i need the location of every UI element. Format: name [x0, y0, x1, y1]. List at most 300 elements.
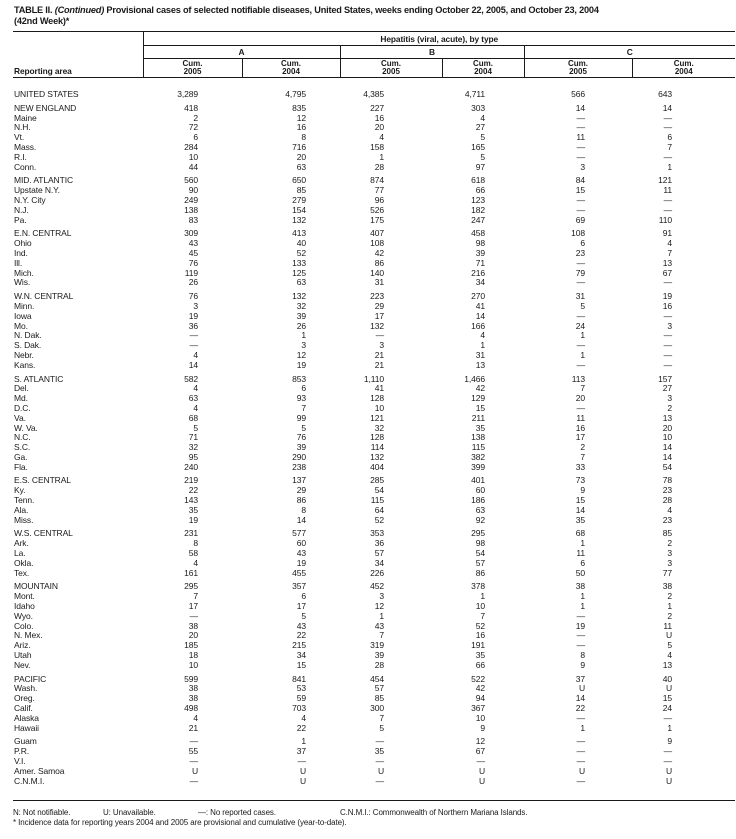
cell-hep-c-cum-2005: —: [576, 640, 585, 651]
cell-hep-a-cum-2004: 853: [292, 373, 306, 384]
cell-hep-c-cum-2004: —: [663, 340, 672, 351]
table-row: [13, 602, 735, 612]
cell-hep-c-cum-2005: 69: [575, 214, 585, 225]
header-row-disease: [13, 32, 735, 46]
table-row: [13, 684, 735, 694]
cell-hep-a-cum-2004: 835: [292, 102, 306, 113]
cell-hep-a-cum-2004: 17: [296, 601, 306, 612]
cell-hep-a-cum-2005: 119: [184, 267, 198, 278]
table-row: [13, 671, 735, 685]
cell-hep-c-cum-2004: 38: [662, 581, 672, 592]
cell-hep-a-cum-2004: 8: [301, 504, 306, 515]
cell-hep-c-cum-2005: —: [524, 777, 632, 801]
cell-hep-a-cum-2004: 63: [296, 277, 306, 288]
header-row-types: [13, 46, 735, 59]
cell-hep-c-cum-2005: 6: [580, 238, 585, 249]
cell-hep-c-cum-2005: 38: [575, 581, 585, 592]
cell-hep-b-cum-2005: 41: [374, 383, 384, 394]
cell-hep-b-cum-2004: 618: [471, 175, 485, 186]
cell-hep-a-cum-2004: 43: [296, 620, 306, 631]
cell-hep-c-cum-2004: 40: [662, 673, 672, 684]
reporting-area-cell: MOUNTAIN: [14, 581, 58, 592]
cell-hep-b-cum-2004: 182: [471, 204, 485, 215]
cell-hep-a-cum-2004: 650: [292, 175, 306, 186]
table-row: [13, 549, 735, 559]
cell-hep-a-cum-2004: 133: [292, 257, 306, 268]
cell-hep-b-cum-2005: 128: [370, 393, 384, 404]
cell-hep-c-cum-2004: 28: [662, 495, 672, 506]
cell-hep-a-cum-2005: 36: [188, 320, 198, 331]
table-row: [13, 414, 735, 424]
table-row: [13, 186, 735, 196]
cell-hep-b-cum-2005: 115: [370, 495, 384, 506]
cell-hep-b-cum-2005: 1,110: [363, 373, 384, 384]
cell-hep-c-cum-2004: 5: [667, 640, 672, 651]
reporting-area-cell: P.R.: [14, 746, 30, 757]
cell-hep-c-cum-2005: 22: [575, 703, 585, 714]
cell-hep-a-cum-2005: 38: [188, 683, 198, 694]
reporting-area-cell: Conn.: [14, 161, 37, 172]
reporting-area-cell: S.C.: [14, 442, 31, 453]
cell-hep-b-cum-2005: 223: [370, 291, 384, 302]
table-row: [13, 747, 735, 757]
cell-hep-a-cum-2005: 6: [193, 132, 198, 143]
cell-hep-b-cum-2004: 31: [475, 349, 485, 360]
reporting-area-cell: Kans.: [14, 359, 36, 370]
reporting-area-cell: Ga.: [14, 451, 28, 462]
cell-hep-b-cum-2005: 43: [374, 620, 384, 631]
cell-hep-c-cum-2004: 13: [662, 659, 672, 670]
cell-hep-b-cum-2005: 121: [370, 412, 384, 423]
cell-hep-c-cum-2004: —: [663, 349, 672, 360]
cell-hep-c-cum-2005: 566: [571, 89, 585, 99]
cell-hep-b-cum-2004: 211: [471, 412, 485, 423]
cell-hep-b-cum-2004: 66: [475, 659, 485, 670]
cell-hep-b-cum-2004: 115: [471, 442, 485, 453]
cell-hep-b-cum-2005: 16: [374, 112, 384, 123]
cell-hep-a-cum-2004: 279: [292, 194, 306, 205]
cell-hep-a-cum-2004: 19: [296, 557, 306, 568]
reporting-area-cell: V.I.: [14, 756, 26, 766]
cell-hep-b-cum-2004: 34: [475, 277, 485, 288]
cell-hep-b-cum-2005: 300: [370, 703, 384, 714]
cell-hep-b-cum-2005: 52: [374, 514, 384, 525]
table-title-rest: Provisional cases of selected notifiable diseases, United States, weeks ending October 22, 2005, and October 23, 2004: [106, 5, 599, 15]
reporting-area-cell: N. Mex.: [14, 630, 43, 641]
table-row: [13, 714, 735, 724]
cell-hep-c-cum-2004: 67: [662, 267, 672, 278]
cell-hep-c-cum-2005: 31: [575, 291, 585, 302]
cell-hep-b-cum-2004: 129: [471, 393, 485, 404]
cell-hep-c-cum-2004: 2: [667, 538, 672, 549]
reporting-area-cell: N.C.: [14, 432, 31, 443]
cell-hep-a-cum-2004: 52: [296, 247, 306, 258]
cell-hep-c-cum-2005: 1: [580, 601, 585, 612]
cell-hep-c-cum-2005: 35: [575, 514, 585, 525]
table-row: [13, 225, 735, 239]
header-corner: [13, 46, 143, 59]
cell-hep-a-cum-2005: —: [189, 736, 198, 747]
cell-hep-b-cum-2004: 13: [475, 359, 485, 370]
cell-hep-c-cum-2005: —: [576, 736, 585, 747]
cell-hep-a-cum-2005: 38: [188, 620, 198, 631]
cell-hep-b-cum-2004: 39: [475, 247, 485, 258]
cell-hep-a-cum-2005: 219: [184, 475, 198, 486]
cell-hep-b-cum-2005: 28: [374, 659, 384, 670]
cell-hep-a-cum-2005: 4: [193, 402, 198, 413]
cell-hep-b-cum-2005: 7: [379, 630, 384, 641]
cell-hep-b-cum-2004: 71: [475, 257, 485, 268]
reporting-area-cell: W. Va.: [14, 422, 38, 433]
footnote-incidence: * Incidence data for reporting years 2004 and 2005 are provisional and cumulative (year-to-date).: [13, 818, 347, 827]
cell-hep-a-cum-2005: 4: [193, 557, 198, 568]
cell-hep-a-cum-2005: —: [189, 330, 198, 341]
reporting-area-cell: Ind.: [14, 247, 28, 258]
cell-hep-b-cum-2005: 226: [370, 567, 384, 578]
table-row: [13, 651, 735, 661]
cell-hep-c-cum-2004: 6: [667, 132, 672, 143]
reporting-area-cell: Ill.: [14, 257, 23, 268]
reporting-area-cell: Utah: [14, 650, 32, 661]
reporting-area-cell: Idaho: [14, 601, 35, 612]
reporting-area-cell: PACIFIC: [14, 673, 47, 684]
cell-hep-a-cum-2004: 63: [296, 161, 306, 172]
reporting-area-cell: E.N. CENTRAL: [14, 228, 72, 239]
cell-hep-c-cum-2004: U: [665, 765, 672, 776]
cell-hep-c-cum-2005: 14: [575, 693, 585, 704]
cell-hep-b-cum-2005: 132: [370, 451, 384, 462]
cell-hep-a-cum-2005: U: [191, 765, 198, 776]
table-row: [13, 269, 735, 279]
cell-hep-a-cum-2005: 76: [188, 257, 198, 268]
cell-hep-b-cum-2005: 353: [370, 528, 384, 539]
cell-hep-c-cum-2004: —: [663, 204, 672, 215]
cell-hep-a-cum-2005: 498: [184, 703, 198, 714]
reporting-area-cell: Miss.: [14, 514, 34, 525]
cell-hep-a-cum-2005: 19: [188, 310, 198, 321]
cell-hep-a-cum-2005: 161: [184, 567, 198, 578]
reporting-area-cell: Wyo.: [14, 610, 33, 621]
cell-hep-c-cum-2005: 9: [580, 659, 585, 670]
cell-hep-a-cum-2005: 68: [188, 412, 198, 423]
disease-group-header: Hepatitis (viral, acute), by type: [143, 32, 735, 46]
cell-hep-a-cum-2005: 26: [188, 277, 198, 288]
cell-hep-c-cum-2005: 3: [580, 161, 585, 172]
cell-hep-a-cum-2004: 43: [296, 548, 306, 559]
table-row: [13, 496, 735, 506]
cell-hep-c-cum-2004: 157: [658, 373, 672, 384]
cell-hep-a-cum-2005: 2: [193, 112, 198, 123]
col-header-a-2005: Cum. 2005: [143, 59, 242, 78]
cell-hep-a-cum-2004: 238: [292, 461, 306, 472]
cell-hep-b-cum-2004: 216: [471, 267, 485, 278]
cell-hep-c-cum-2005: —: [576, 310, 585, 321]
cell-hep-a-cum-2005: 7: [193, 591, 198, 602]
cell-hep-b-cum-2004: 5: [480, 151, 485, 162]
notifiable-diseases-table: [13, 31, 735, 801]
cell-hep-a-cum-2005: 18: [188, 650, 198, 661]
cell-hep-a-cum-2004: 6: [301, 591, 306, 602]
reporting-area-cell: Ky.: [14, 485, 26, 496]
table-row: [13, 163, 735, 173]
cell-hep-c-cum-2004: 13: [662, 257, 672, 268]
cell-hep-b-cum-2005: 77: [374, 185, 384, 196]
cell-hep-a-cum-2004: 577: [292, 528, 306, 539]
reporting-area-cell: C.N.M.I.: [13, 777, 143, 801]
cell-hep-b-cum-2004: 66: [475, 185, 485, 196]
cell-hep-c-cum-2005: 9: [580, 485, 585, 496]
cell-hep-a-cum-2005: 45: [188, 247, 198, 258]
cell-hep-b-cum-2005: 7: [379, 712, 384, 723]
cell-hep-a-cum-2004: 7: [301, 402, 306, 413]
cell-hep-b-cum-2004: 10: [475, 601, 485, 612]
reporting-area-cell: N.J.: [14, 204, 29, 215]
cell-hep-a-cum-2005: 10: [188, 151, 198, 162]
cell-hep-a-cum-2004: 32: [296, 300, 306, 311]
cell-hep-a-cum-2004: 16: [296, 122, 306, 133]
cell-hep-b-cum-2004: 522: [471, 673, 485, 684]
table-row: [13, 322, 735, 332]
table-row: [13, 757, 735, 767]
cell-hep-c-cum-2004: 13: [662, 412, 672, 423]
cell-hep-c-cum-2005: 37: [575, 673, 585, 684]
cell-hep-b-cum-2004: 165: [471, 141, 485, 152]
cell-hep-b-cum-2004: 7: [480, 610, 485, 621]
cell-hep-c-cum-2005: —: [576, 194, 585, 205]
cell-hep-b-cum-2004: 92: [475, 514, 485, 525]
table-row: [13, 351, 735, 361]
cell-hep-a-cum-2004: 841: [292, 673, 306, 684]
cell-hep-a-cum-2005: 72: [188, 122, 198, 133]
cell-hep-c-cum-2005: —: [576, 151, 585, 162]
cell-hep-a-cum-2004: 99: [296, 412, 306, 423]
table-row: [13, 777, 735, 801]
cell-hep-c-cum-2004: —: [663, 151, 672, 162]
cell-hep-b-cum-2005: 454: [370, 673, 384, 684]
cell-hep-c-cum-2004: 24: [662, 703, 672, 714]
cell-hep-b-cum-2004: 41: [475, 300, 485, 311]
cell-hep-a-cum-2004: 40: [296, 238, 306, 249]
cell-hep-a-cum-2004: 14: [296, 514, 306, 525]
cell-hep-b-cum-2004: 458: [471, 228, 485, 239]
cell-hep-b-cum-2005: 1: [379, 151, 384, 162]
cell-hep-c-cum-2004: 7: [667, 141, 672, 152]
cell-hep-c-cum-2005: 33: [575, 461, 585, 472]
cell-hep-b-cum-2004: 10: [475, 712, 485, 723]
cell-hep-a-cum-2004: U: [242, 777, 340, 801]
cell-hep-c-cum-2005: —: [576, 712, 585, 723]
cell-hep-c-cum-2005: 1: [580, 349, 585, 360]
cell-hep-c-cum-2005: —: [576, 756, 585, 766]
cell-hep-c-cum-2005: U: [578, 765, 585, 776]
cell-hep-b-cum-2004: 270: [471, 291, 485, 302]
cell-hep-b-cum-2005: 319: [370, 640, 384, 651]
table-title-continued: (Continued): [54, 5, 105, 15]
table-row: [13, 153, 735, 163]
cell-hep-b-cum-2004: 98: [475, 538, 485, 549]
table-row: [13, 704, 735, 714]
table-body: [13, 78, 735, 801]
cell-hep-a-cum-2004: 53: [296, 683, 306, 694]
cell-hep-c-cum-2004: 3: [667, 548, 672, 559]
col-header-b-2005: Cum. 2005: [340, 59, 442, 78]
table-row: [13, 592, 735, 602]
footnote-legend: [13, 808, 735, 818]
cell-hep-a-cum-2005: 21: [188, 722, 198, 733]
cell-hep-a-cum-2005: 138: [184, 204, 198, 215]
cell-hep-c-cum-2004: —: [663, 330, 672, 341]
cell-hep-c-cum-2004: U: [665, 683, 672, 694]
col-header-a-2004: Cum. 2004: [242, 59, 340, 78]
reporting-area-cell: Fla.: [14, 461, 28, 472]
cell-hep-a-cum-2004: 357: [292, 581, 306, 592]
table-row: [13, 143, 735, 153]
cell-hep-b-cum-2005: 4: [379, 132, 384, 143]
table-row: [13, 612, 735, 622]
table-row: [13, 361, 735, 371]
cell-hep-a-cum-2005: 17: [188, 601, 198, 612]
cell-hep-b-cum-2004: 1,466: [464, 373, 485, 384]
cell-hep-a-cum-2004: 1: [301, 330, 306, 341]
cell-hep-b-cum-2004: 35: [475, 650, 485, 661]
cell-hep-a-cum-2004: 19: [296, 359, 306, 370]
table-row: [13, 463, 735, 473]
cell-hep-a-cum-2004: 215: [292, 640, 306, 651]
cell-hep-a-cum-2005: 35: [188, 504, 198, 515]
cell-hep-b-cum-2005: 158: [370, 141, 384, 152]
cell-hep-c-cum-2004: 643: [658, 89, 672, 99]
reporting-area-cell: MID. ATLANTIC: [14, 175, 73, 186]
cell-hep-b-cum-2004: 94: [475, 693, 485, 704]
cell-hep-b-cum-2005: 64: [374, 504, 384, 515]
cell-hep-b-cum-2004: 5: [480, 132, 485, 143]
cell-hep-a-cum-2005: —: [189, 756, 198, 766]
cell-hep-c-cum-2004: 110: [658, 214, 672, 225]
cell-hep-c-cum-2004: 1: [667, 601, 672, 612]
cell-hep-b-cum-2005: 34: [374, 557, 384, 568]
cell-hep-a-cum-2005: 38: [188, 693, 198, 704]
footnote-unavailable: U: Unavailable.: [103, 808, 156, 817]
cell-hep-a-cum-2004: 59: [296, 693, 306, 704]
reporting-area-cell: Okla.: [14, 557, 34, 568]
cell-hep-b-cum-2005: 108: [370, 238, 384, 249]
cell-hep-b-cum-2005: 5: [379, 722, 384, 733]
cell-hep-c-cum-2005: 73: [575, 475, 585, 486]
cell-hep-a-cum-2004: 703: [292, 703, 306, 714]
table-row: [13, 341, 735, 351]
cell-hep-b-cum-2005: 227: [370, 102, 384, 113]
table-row: [13, 216, 735, 226]
cell-hep-a-cum-2005: 20: [188, 630, 198, 641]
cell-hep-b-cum-2005: U: [377, 765, 384, 776]
cell-hep-c-cum-2004: 1: [667, 161, 672, 172]
cell-hep-a-cum-2005: 582: [184, 373, 198, 384]
cell-hep-b-cum-2004: U: [478, 765, 485, 776]
reporting-area-cell: Alaska: [14, 712, 39, 723]
cell-hep-b-cum-2005: 96: [374, 194, 384, 205]
cell-hep-a-cum-2004: 6: [301, 383, 306, 394]
reporting-area-cell: Del.: [14, 383, 29, 394]
cell-hep-c-cum-2005: 14: [575, 504, 585, 515]
cell-hep-c-cum-2005: 15: [575, 495, 585, 506]
cell-hep-a-cum-2004: 12: [296, 112, 306, 123]
cell-hep-a-cum-2004: 4,795: [285, 89, 306, 99]
reporting-area-cell: Colo.: [14, 620, 34, 631]
table-row: [13, 371, 735, 385]
cell-hep-c-cum-2005: 6: [580, 557, 585, 568]
cell-hep-b-cum-2005: —: [375, 736, 384, 747]
type-header-b: B: [340, 46, 524, 59]
cell-hep-c-cum-2004: U: [632, 777, 735, 801]
cell-hep-a-cum-2005: 4: [193, 712, 198, 723]
reporting-area-cell: Upstate N.Y.: [14, 185, 60, 196]
cell-hep-a-cum-2004: 125: [292, 267, 306, 278]
cell-hep-b-cum-2005: 31: [374, 277, 384, 288]
cell-hep-a-cum-2004: 22: [296, 722, 306, 733]
table-row: [13, 569, 735, 579]
cell-hep-c-cum-2005: —: [576, 746, 585, 757]
cell-hep-c-cum-2005: 7: [580, 383, 585, 394]
cell-hep-b-cum-2004: 4,711: [464, 89, 485, 99]
cell-hep-a-cum-2004: 85: [296, 185, 306, 196]
cell-hep-b-cum-2004: 42: [475, 383, 485, 394]
cell-hep-a-cum-2004: 20: [296, 151, 306, 162]
footnote-cnmi: C.N.M.I.: Commonwealth of Northern Mariana Islands.: [340, 808, 528, 817]
cell-hep-b-cum-2005: 21: [374, 359, 384, 370]
cell-hep-c-cum-2005: —: [576, 204, 585, 215]
cell-hep-b-cum-2005: —: [340, 777, 442, 801]
cell-hep-c-cum-2004: 2: [667, 610, 672, 621]
cell-hep-b-cum-2005: 36: [374, 538, 384, 549]
reporting-area-cell: Wis.: [14, 277, 31, 288]
cell-hep-a-cum-2005: 63: [188, 393, 198, 404]
reporting-area-cell: Mont.: [14, 591, 35, 602]
cell-hep-c-cum-2005: —: [576, 402, 585, 413]
cell-hep-c-cum-2004: 19: [662, 291, 672, 302]
table-row: [13, 578, 735, 592]
reporting-area-cell: Mass.: [14, 141, 37, 152]
cell-hep-c-cum-2005: 108: [571, 228, 585, 239]
cell-hep-c-cum-2004: 1: [667, 722, 672, 733]
cell-hep-a-cum-2005: 5: [193, 422, 198, 433]
table-row: [13, 767, 735, 777]
type-header-c: C: [524, 46, 735, 59]
cell-hep-c-cum-2005: 23: [575, 247, 585, 258]
cell-hep-a-cum-2005: 560: [184, 175, 198, 186]
cell-hep-c-cum-2004: —: [663, 359, 672, 370]
footnote-not-notifiable: N: Not notifiable.: [13, 808, 71, 817]
table-row: [13, 123, 735, 133]
header-corner: [13, 32, 143, 46]
cell-hep-a-cum-2005: 14: [188, 359, 198, 370]
cell-hep-b-cum-2005: 874: [370, 175, 384, 186]
cell-hep-b-cum-2004: 60: [475, 485, 485, 496]
cell-hep-b-cum-2004: 63: [475, 504, 485, 515]
table-row: [13, 239, 735, 249]
cell-hep-c-cum-2004: U: [665, 630, 672, 641]
cell-hep-c-cum-2004: —: [663, 756, 672, 766]
cell-hep-c-cum-2005: 1: [580, 538, 585, 549]
cell-hep-b-cum-2004: 57: [475, 557, 485, 568]
cell-hep-a-cum-2005: —: [143, 777, 242, 801]
cell-hep-b-cum-2005: 114: [370, 442, 384, 453]
cell-hep-a-cum-2005: 249: [184, 194, 198, 205]
reporting-area-cell: Nev.: [14, 659, 31, 670]
cell-hep-c-cum-2005: —: [576, 630, 585, 641]
cell-hep-c-cum-2005: 8: [580, 650, 585, 661]
cell-hep-b-cum-2005: 132: [370, 320, 384, 331]
reporting-area-cell: Mich.: [14, 267, 34, 278]
